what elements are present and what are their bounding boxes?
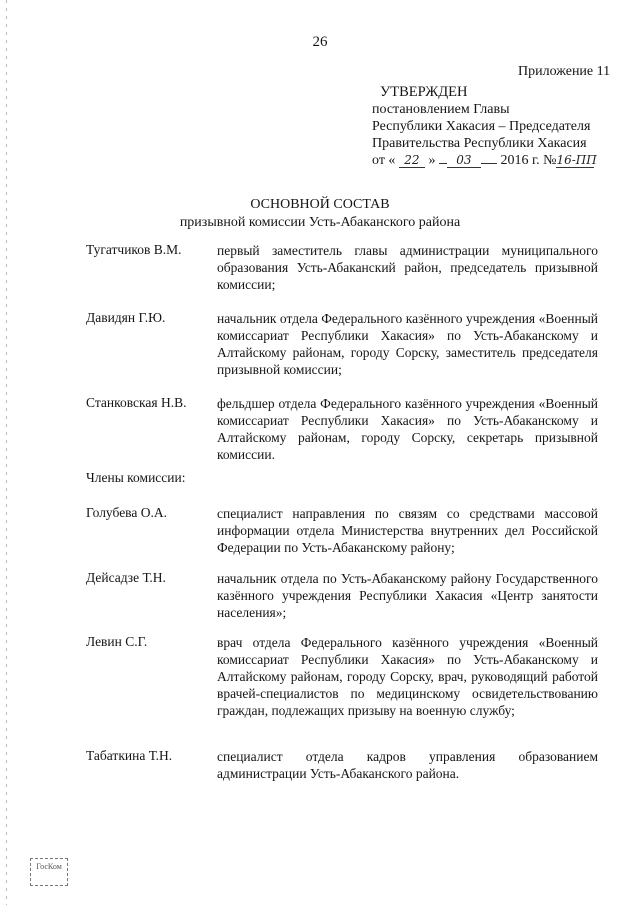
member-role: врач отдела Федерального казённого учреждения «Военный комиссариат Республики Хакасия» по Усть-Абаканскому и Алтайскому районам, городу Сорску, врач, руководящий работой врачей-специалистов по медицинскому освидетельствованию граждан, подлежащих призыву на военную службу; (217, 635, 598, 718)
approval-line: постановлением Главы (372, 102, 510, 117)
person-role: начальник отдела Федерального казённого учреждения «Военный комиссариат Республики Хакасия» по Усть-Абаканскому и Алтайскому районам, городу Сорску, заместитель председателя призывной комиссии; (217, 311, 598, 377)
date-prefix: от « (372, 153, 396, 168)
person-role: первый заместитель главы администрации муниципального образования Усть-Абаканский район, председатель призывной комиссии; (217, 243, 598, 292)
handwritten-day: 22 (399, 154, 425, 168)
title-main: ОСНОВНОЙ СОСТАВ (250, 197, 390, 212)
date-year-text: 2016 г. № (500, 153, 557, 168)
person-role: фельдшер отдела Федерального казённого учреждения «Военный комиссариат Республики Хакасия» по Усть-Абаканскому и Алтайскому районам, городу Сорску, секретарь призывной комиссии. (217, 396, 598, 462)
members-heading: Члены комиссии: (86, 470, 186, 485)
appendix-label: Приложение 11 (518, 64, 611, 79)
blank-line (439, 163, 447, 164)
date-mid: » (428, 153, 436, 168)
blank-line (481, 163, 497, 164)
page-number: 26 (312, 34, 328, 50)
approval-block (372, 84, 597, 169)
handwritten-number: 16-ПП (556, 153, 597, 167)
member-name: Голубева О.А. (86, 505, 167, 520)
member-name: Левин С.Г. (86, 634, 148, 649)
approval-date (372, 152, 597, 169)
member-role: специалист направления по связям со средствами массовой информации отдела Министерства внутренних дел Российской Федерации по Усть-Абаканскому району; (217, 506, 598, 555)
document-title (0, 196, 640, 232)
person-name: Давидян Г.Ю. (86, 310, 166, 325)
stamp-mark: ГосКом (30, 858, 68, 886)
handwritten-month: 03 (447, 154, 481, 168)
member-name: Дейсадзе Т.Н. (86, 570, 166, 585)
approval-word: УТВЕРЖДЕН (380, 84, 468, 100)
person-name: Тугатчиков В.М. (86, 242, 182, 257)
member-name: Табаткина Т.Н. (86, 748, 173, 763)
person-name: Станковская Н.В. (86, 395, 187, 410)
title-sub: призывной комиссии Усть-Абаканского района (179, 215, 461, 230)
approval-line: Республики Хакасия – Председателя (372, 119, 591, 134)
member-role: специалист отдела кадров управления образованием администрации Усть-Абаканского района. (217, 749, 598, 781)
member-role: начальник отдела по Усть-Абаканскому району Государственного казённого учреждения Республики Хакасия «Центр занятости населения»; (217, 571, 598, 620)
scan-edge (6, 0, 7, 905)
approval-line: Правительства Республики Хакасия (372, 136, 587, 151)
